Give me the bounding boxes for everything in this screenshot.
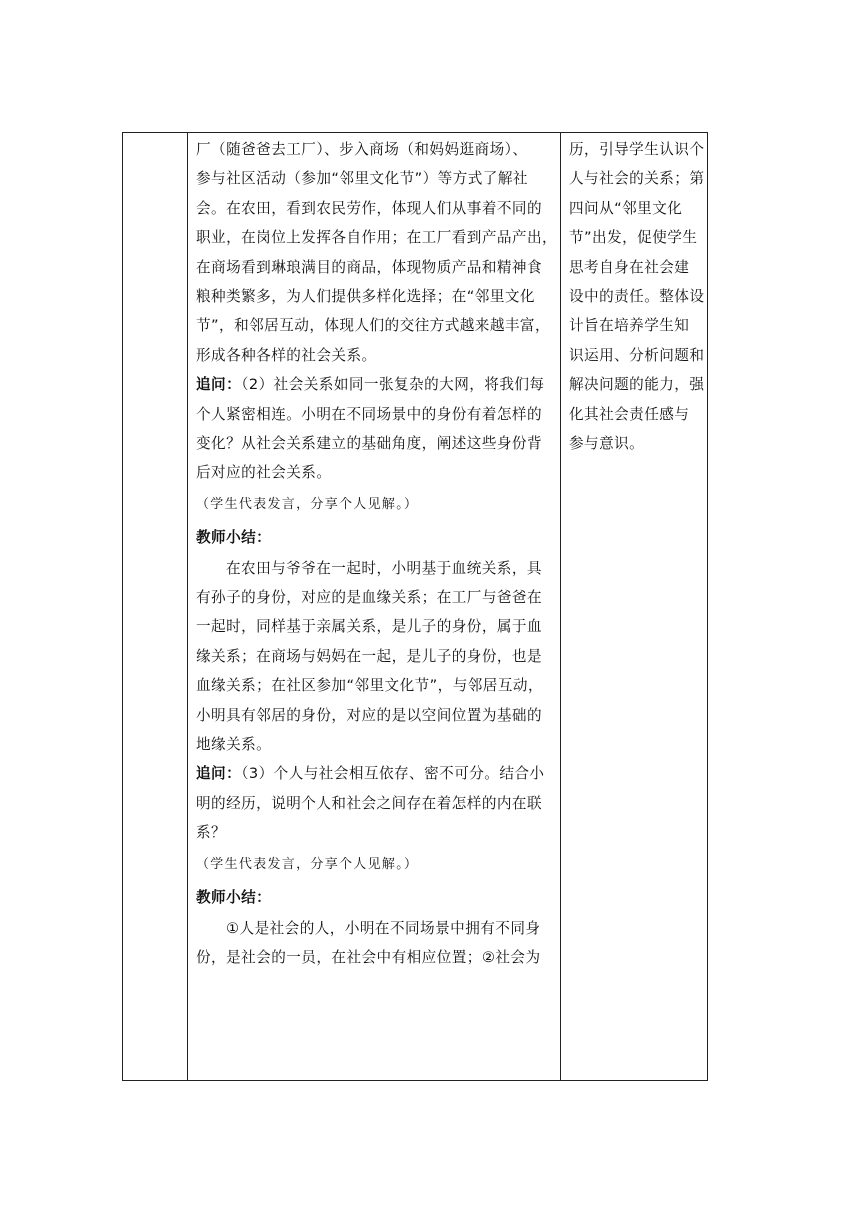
design-intent-line: 解决问题的能力，强 [569,376,705,394]
question-3-text: （3）个人与社会相互依存、密不可分。结合小 [241,765,545,783]
intro-line: 参与社区活动（参加“邻里文化节”）等方式了解社 [196,170,528,188]
design-intent-line: 四问从“邻里文化 [569,199,683,217]
teacher-summary-label: 教师小结： [196,888,272,906]
intro-line: 会。在农田，看到农民劳作，体现人们从事着不同的 [196,199,543,217]
student-note: （学生代表发言，分享个人见解。） [196,856,419,872]
summary-line: 地缘关系。 [196,736,272,754]
design-intent-line: 参与意识。 [569,434,645,452]
intro-line: 粮种类繁多，为人们提供多样化选择；在“邻里文化 [196,287,535,305]
summary-line: 在农田与爷爷在一起时，小明基于血统关系，具 [226,559,542,577]
summary-line: ①人是社会的人，小明在不同场景中拥有不同身 [226,919,541,937]
design-intent-line: 节”出发，促使学生 [569,229,698,247]
teacher-summary-label: 教师小结： [196,528,272,546]
question-2-line: 变化？从社会关系建立的基础角度，阐述这些身份背 [196,434,543,452]
summary-line: 一起时，同样基于亲属关系，是儿子的身份，属于血 [196,618,543,636]
design-intent-line: 化其社会责任感与 [569,405,690,423]
intro-line: 形成各种各样的社会关系。 [196,346,377,364]
design-intent-line: 思考自身在社会建 [569,258,690,276]
question-3-first-line [196,759,554,788]
question-3-label: 追问： [196,765,242,783]
summary-line: 小明具有邻居的身份，对应的是以空间位置为基础的 [196,706,543,724]
summary-line: 缘关系；在商场与妈妈在一起，是儿子的身份，也是 [196,647,543,665]
design-intent-line: 识运用、分析问题和 [569,346,705,364]
design-intent-line: 设中的责任。整体设 [569,287,705,305]
column-divider-1 [187,133,188,1080]
question-2-line: 个人紧密相连。小明在不同场景中的身份有着怎样的 [196,405,543,423]
student-note: （学生代表发言，分享个人见解。） [196,496,419,512]
design-intent-line: 计旨在培养学生知 [569,317,690,335]
question-2-label: 追问： [196,376,242,394]
intro-line: 厂（随爸爸去工厂）、步入商场（和妈妈逛商场）、 [196,141,528,158]
column-divider-2 [560,133,561,1080]
question-3-line: 明的经历，说明个人和社会之间存在着怎样的内在联 [196,794,543,812]
design-intent-cell [569,135,705,458]
summary-line: 有孙子的身份，对应的是血缘关系；在工厂与爸爸在 [196,589,543,607]
question-2-line: 后对应的社会关系。 [196,464,332,482]
lesson-table [122,132,708,1081]
summary-line: 份，是社会的一员，在社会中有相应位置；②社会为 [196,948,541,966]
left-column-cell [123,133,187,1080]
question-2-text: （2）社会关系如同一张复杂的大网，将我们每 [241,376,545,394]
design-intent-line: 历，引导学生认识个 [569,141,705,158]
intro-line: 职业，在岗位上发挥各自作用；在工厂看到产品产出， [196,229,558,247]
design-intent-line: 人与社会的关系；第 [569,170,705,188]
question-2-first-line [196,370,554,399]
question-3-line: 系？ [196,824,227,842]
intro-line: 节”，和邻居互动，体现人们的交往方式越来越丰富， [196,317,551,335]
teaching-process-cell [196,135,558,972]
summary-line: 血缘关系；在社区参加“邻里文化节”，与邻居互动， [196,677,543,695]
intro-line: 在商场看到琳琅满目的商品，体现物质产品和精神食 [196,258,543,276]
